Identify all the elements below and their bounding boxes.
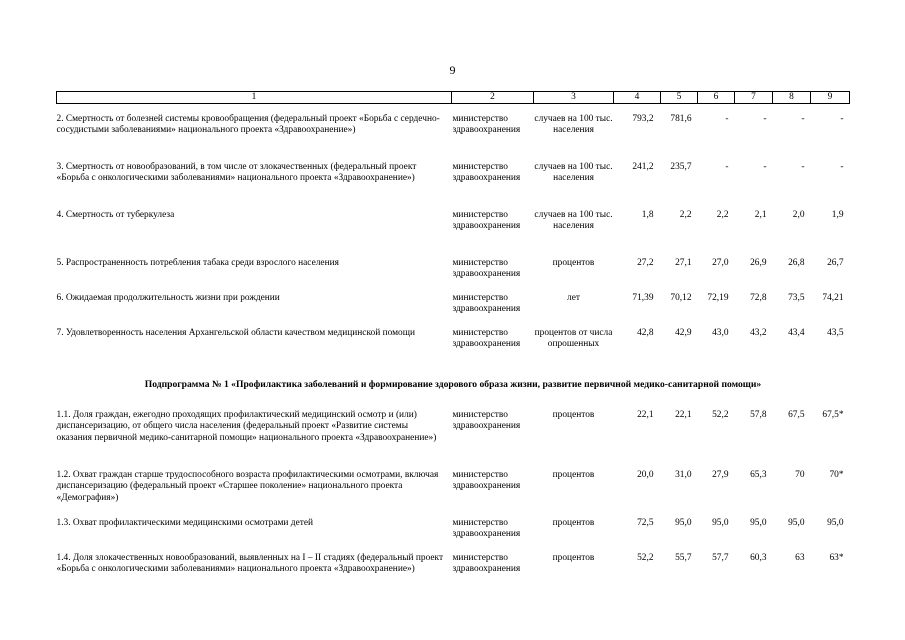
value-col-7: 60,3 bbox=[750, 552, 767, 563]
responsible-ministry: министерство здравоохранения bbox=[452, 292, 521, 315]
value-col-8: 63 bbox=[795, 552, 805, 563]
table-row bbox=[57, 518, 850, 544]
value-col-9: 67,5* bbox=[822, 409, 844, 420]
table-row bbox=[57, 293, 850, 319]
value-col-9: 26,7 bbox=[827, 257, 844, 268]
unit: процентов bbox=[552, 257, 595, 268]
header-col-3: 3 bbox=[534, 92, 614, 104]
value-col-7: 2,1 bbox=[754, 209, 767, 220]
value-col-7: - bbox=[763, 161, 767, 172]
value-col-5: 2,2 bbox=[679, 209, 692, 220]
value-col-4: 22,1 bbox=[637, 409, 654, 420]
value-col-4: 42,8 bbox=[637, 327, 654, 338]
column-number-header bbox=[57, 92, 850, 104]
indicator-name: 3. Смертность от новообразований, в том числе от злокачественных (федеральный проект «Борьба с онкологическими заболеваниями» национального проекта «Здравоохранение») bbox=[56, 161, 417, 184]
value-col-5: 42,9 bbox=[675, 327, 692, 338]
value-col-6: - bbox=[725, 113, 729, 124]
value-col-4: 27,2 bbox=[637, 257, 654, 268]
value-col-9: 70* bbox=[829, 469, 844, 480]
indicator-name: 4. Смертность от туберкулеза bbox=[56, 209, 175, 220]
subprogram-title: Подпрограмма № 1 «Профилактика заболеваний и формирование здорового образа жизни, развитие первичной медико-санитарной помощи» bbox=[144, 378, 762, 390]
value-col-8: 67,5 bbox=[788, 409, 805, 420]
value-col-9: 43,5 bbox=[827, 327, 844, 338]
unit: процентов bbox=[552, 409, 595, 420]
indicator-name: 5. Распространенность потребления табака среди взрослого населения bbox=[56, 257, 339, 268]
value-col-7: - bbox=[763, 113, 767, 124]
table-row bbox=[57, 410, 850, 461]
responsible-ministry: министерство здравоохранения bbox=[452, 409, 521, 432]
value-col-5: 55,7 bbox=[675, 552, 692, 563]
value-col-5: 781,6 bbox=[670, 113, 692, 124]
value-col-5: 31,0 bbox=[675, 469, 692, 480]
value-col-6: 57,7 bbox=[712, 552, 729, 563]
value-col-6: 95,0 bbox=[712, 517, 729, 528]
header-col-4: 4 bbox=[614, 92, 661, 104]
indicator-name: 2. Смертность от болезней системы кровообращения (федеральный проект «Борьба с сердечно-сосудистыми заболеваниями» национального проекта «Здравоохранение») bbox=[56, 113, 440, 136]
responsible-ministry: министерство здравоохранения bbox=[452, 552, 521, 575]
value-col-8: - bbox=[801, 113, 805, 124]
value-col-9: 1,9 bbox=[831, 209, 844, 220]
value-col-6: 2,2 bbox=[716, 209, 729, 220]
responsible-ministry: министерство здравоохранения bbox=[452, 257, 521, 280]
table-row bbox=[57, 162, 850, 201]
value-col-6: 27,9 bbox=[712, 469, 729, 480]
value-col-4: 72,5 bbox=[637, 517, 654, 528]
header-col-6: 6 bbox=[698, 92, 735, 104]
value-col-7: 26,9 bbox=[750, 257, 767, 268]
value-col-5: 27,1 bbox=[675, 257, 692, 268]
header-col-7: 7 bbox=[735, 92, 773, 104]
value-col-4: 52,2 bbox=[637, 552, 654, 563]
header-col-1: 1 bbox=[57, 92, 452, 104]
indicator-name: 1.2. Охват граждан старше трудоспособного возраста профилактическими осмотрами, включая диспансеризацию (федеральный проект «Старшее поколение» национального проекта «Демография») bbox=[56, 469, 439, 503]
subprogram-header-row bbox=[57, 379, 850, 393]
table-row bbox=[57, 553, 850, 592]
unit: процентов от числа опрошенных bbox=[534, 327, 613, 350]
value-col-5: 70,12 bbox=[670, 292, 692, 303]
value-col-4: 1,8 bbox=[641, 209, 654, 220]
responsible-ministry: министерство здравоохранения bbox=[452, 327, 521, 350]
value-col-5: 95,0 bbox=[675, 517, 692, 528]
table-row bbox=[57, 470, 850, 509]
value-col-5: 235,7 bbox=[670, 161, 692, 172]
indicators-table bbox=[56, 91, 850, 592]
value-col-6: 43,0 bbox=[712, 327, 729, 338]
responsible-ministry: министерство здравоохранения bbox=[452, 161, 521, 184]
value-col-8: 73,5 bbox=[788, 292, 805, 303]
responsible-ministry: министерство здравоохранения bbox=[452, 517, 521, 540]
value-col-6: 72,19 bbox=[707, 292, 729, 303]
value-col-5: 22,1 bbox=[675, 409, 692, 420]
value-col-7: 57,8 bbox=[750, 409, 767, 420]
value-col-7: 65,3 bbox=[750, 469, 767, 480]
value-col-6: - bbox=[725, 161, 729, 172]
value-col-9: - bbox=[840, 161, 844, 172]
value-col-7: 43,2 bbox=[750, 327, 767, 338]
value-col-8: 43,4 bbox=[788, 327, 805, 338]
unit: процентов bbox=[552, 469, 595, 480]
indicator-name: 6. Ожидаемая продолжительность жизни при рождении bbox=[56, 292, 280, 303]
indicator-name: 1.3. Охват профилактическими медицинскими осмотрами детей bbox=[56, 517, 314, 528]
value-col-9: - bbox=[840, 113, 844, 124]
value-col-8: - bbox=[801, 161, 805, 172]
table-row bbox=[57, 328, 850, 367]
table-row bbox=[57, 210, 850, 249]
header-col-2: 2 bbox=[452, 92, 534, 104]
responsible-ministry: министерство здравоохранения bbox=[452, 113, 521, 136]
unit: случаев на 100 тыс. населения bbox=[534, 161, 613, 184]
value-col-6: 52,2 bbox=[712, 409, 729, 420]
table-row bbox=[57, 114, 850, 153]
value-col-8: 70 bbox=[795, 469, 805, 480]
value-col-8: 95,0 bbox=[788, 517, 805, 528]
value-col-9: 95,0 bbox=[827, 517, 844, 528]
value-col-9: 63* bbox=[829, 552, 844, 563]
value-col-7: 95,0 bbox=[750, 517, 767, 528]
value-col-8: 26,8 bbox=[788, 257, 805, 268]
unit: процентов bbox=[552, 552, 595, 563]
value-col-8: 2,0 bbox=[792, 209, 805, 220]
unit: случаев на 100 тыс. населения bbox=[534, 209, 613, 232]
page-number: 9 bbox=[449, 63, 456, 77]
value-col-4: 793,2 bbox=[632, 113, 654, 124]
value-col-6: 27,0 bbox=[712, 257, 729, 268]
table-row bbox=[57, 258, 850, 284]
value-col-4: 20,0 bbox=[637, 469, 654, 480]
value-col-9: 74,21 bbox=[822, 292, 844, 303]
unit: лет bbox=[567, 292, 580, 303]
value-col-4: 71,39 bbox=[632, 292, 654, 303]
header-col-9: 9 bbox=[811, 92, 850, 104]
responsible-ministry: министерство здравоохранения bbox=[452, 209, 521, 232]
unit: процентов bbox=[552, 517, 595, 528]
responsible-ministry: министерство здравоохранения bbox=[452, 469, 521, 492]
indicator-name: 1.4. Доля злокачественных новообразований, выявленных на I – II стадиях (федеральный проект «Борьба с онкологическими заболеваниями» национального проекта «Здравоохранение») bbox=[56, 552, 444, 575]
header-col-5: 5 bbox=[661, 92, 698, 104]
indicator-name: 1.1. Доля граждан, ежегодно проходящих профилактический медицинский осмотр и (или) диспансеризацию, от общего числа населения (федеральный проект «Развитие системы оказания первичной медико-санитарной помощи» национального проекта «Здравоохранение») bbox=[56, 409, 437, 443]
indicator-name: 7. Удовлетворенность населения Архангельской области качеством медицинской помощи bbox=[56, 327, 415, 338]
value-col-4: 241,2 bbox=[632, 161, 654, 172]
value-col-7: 72,8 bbox=[750, 292, 767, 303]
header-col-8: 8 bbox=[773, 92, 811, 104]
unit: случаев на 100 тыс. населения bbox=[534, 113, 613, 136]
